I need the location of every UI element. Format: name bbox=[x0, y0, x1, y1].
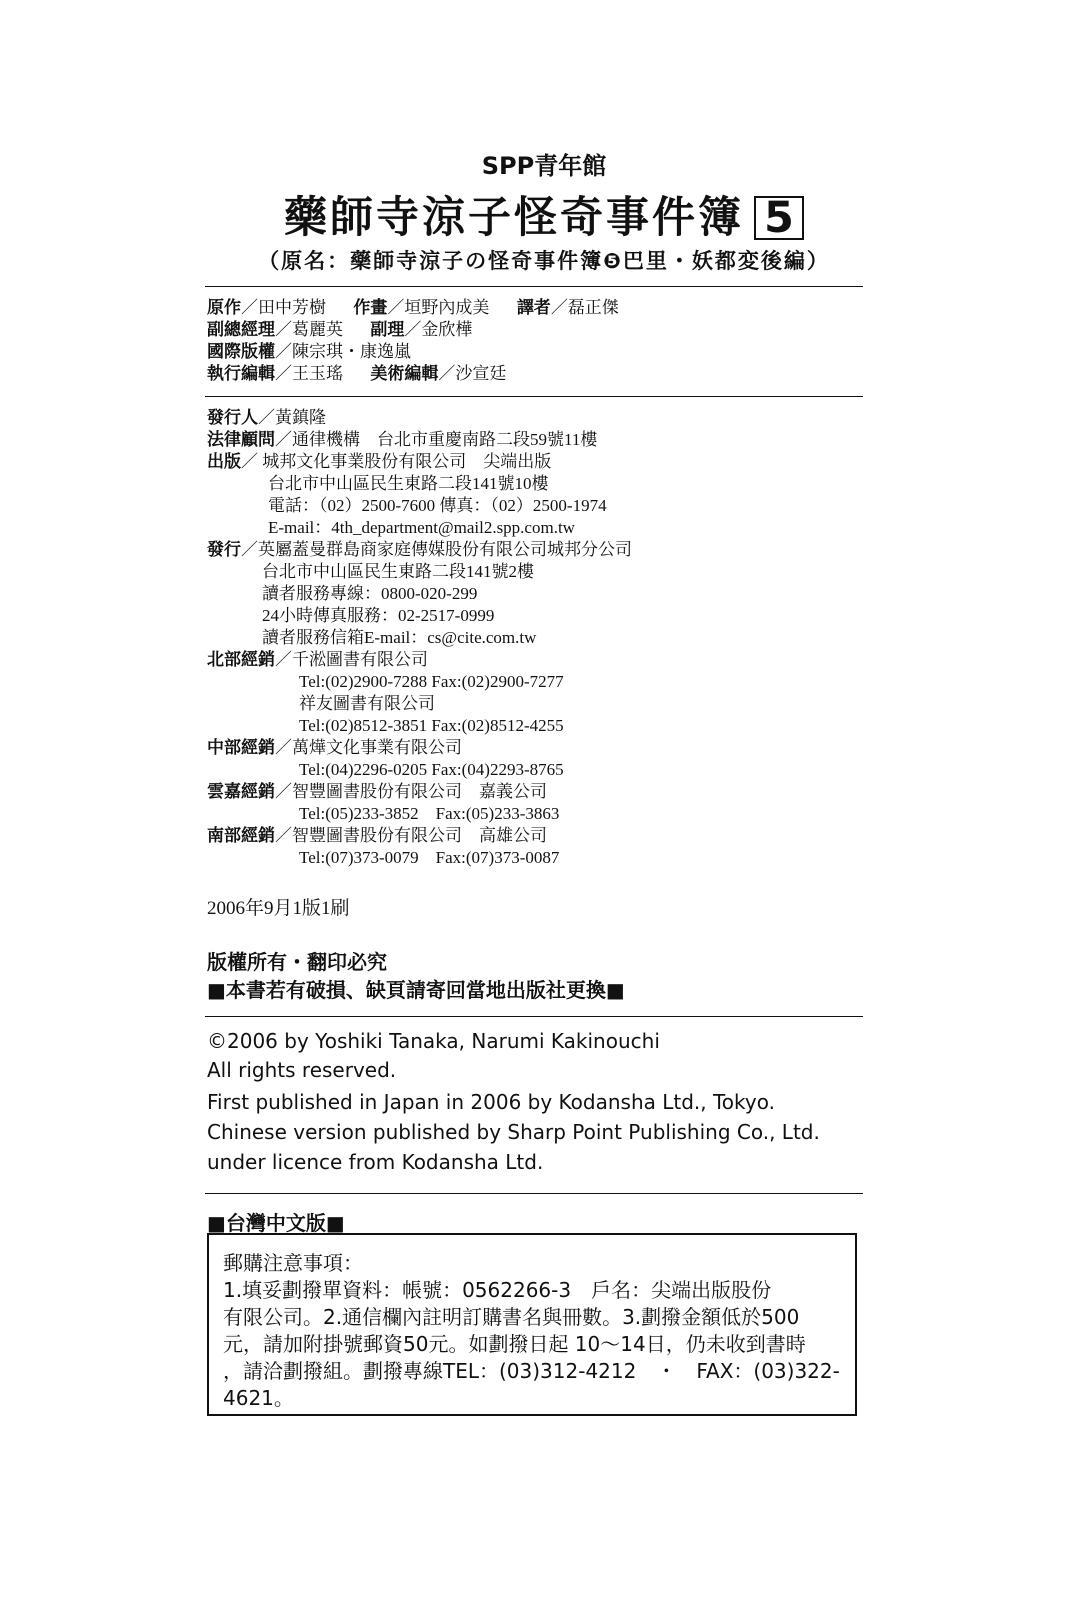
central-dist-line: ／萬燁文化事業有限公司 bbox=[275, 738, 462, 757]
distributor-line: ／英屬蓋曼群島商家庭傳媒股份有限公司城邦分公司 bbox=[241, 540, 632, 559]
publisher-line: ／ 城邦文化事業股份有限公司 尖端出版 bbox=[241, 452, 552, 471]
publisher-line: E-mail：4th_department@mail2.spp.com.tw bbox=[268, 518, 575, 537]
legal-label: 法律顧問 bbox=[207, 430, 275, 450]
copyright-line: All rights reserved. bbox=[207, 1058, 397, 1082]
credits-row bbox=[207, 297, 619, 319]
credit-value: ／葛麗英 bbox=[275, 320, 343, 339]
distributor-line: 讀者服務信箱E-mail：cs@cite.com.tw bbox=[262, 628, 537, 647]
divider bbox=[205, 286, 863, 287]
copyright-line: under licence from Kodansha Ltd. bbox=[207, 1150, 544, 1174]
credit-label: 譯者 bbox=[516, 298, 551, 318]
divider bbox=[205, 1193, 863, 1194]
credit-label: 副理 bbox=[370, 320, 405, 340]
central-dist-label: 中部經銷 bbox=[207, 738, 275, 758]
taiwan-edition-label: ■台灣中文版■ bbox=[207, 1211, 345, 1235]
issuer-value: ／黃鎮隆 bbox=[258, 408, 326, 427]
copyright-line: Chinese version published by Sharp Point Publishing Co., Ltd. bbox=[207, 1120, 820, 1144]
credit-value: ／陳宗琪・康逸嵐 bbox=[275, 342, 411, 361]
north-dist-line: Tel:(02)2900-7288 Fax:(02)2900-7277 bbox=[299, 672, 564, 691]
yunjia-dist-row bbox=[207, 781, 547, 803]
mail-order-notice bbox=[207, 1233, 857, 1416]
credit-value: ／磊正傑 bbox=[550, 298, 619, 317]
divider bbox=[205, 396, 863, 397]
publisher-row bbox=[207, 451, 551, 473]
north-dist-line: 祥友圖書有限公司 bbox=[299, 694, 435, 713]
divider bbox=[205, 1016, 863, 1017]
credit-value: ／王玉瑤 bbox=[275, 364, 343, 383]
credit-value: ／垣野內成美 bbox=[387, 298, 490, 317]
distributor-line: 讀者服務專線：0800-020-299 bbox=[262, 584, 478, 603]
credit-label: 執行編輯 bbox=[207, 364, 275, 384]
legal-row bbox=[207, 429, 597, 451]
original-title: （原名：藥師寺涼子の怪奇事件簿❺巴里・妖都変後編） bbox=[258, 249, 830, 273]
credit-value: ／田中芳樹 bbox=[241, 298, 326, 317]
legal-value: ／通律機構 台北市重慶南路二段59號11樓 bbox=[275, 430, 598, 449]
north-dist-line: ／千淞圖書有限公司 bbox=[275, 650, 428, 669]
book-title bbox=[0, 184, 1088, 245]
north-dist-line: Tel:(02)8512-3851 Fax:(02)8512-4255 bbox=[299, 716, 564, 735]
yunjia-dist-line: ／智豐圖書股份有限公司 嘉義公司 bbox=[275, 782, 547, 801]
notice-line: 有限公司。2.通信欄內註明訂購書名與冊數。3.劃撥金額低於500 bbox=[223, 1305, 800, 1329]
notice-line: 4621。 bbox=[223, 1386, 294, 1410]
edition-date: 2006年9月1版1刷 bbox=[207, 898, 350, 919]
series-label: SPP青年館 bbox=[481, 152, 607, 180]
publisher-label: 出版 bbox=[207, 452, 241, 472]
copyright-line: ©2006 by Yoshiki Tanaka, Narumi Kakinouchi bbox=[207, 1029, 660, 1053]
issuer-row bbox=[207, 407, 326, 429]
credit-value: ／沙宣廷 bbox=[438, 364, 507, 383]
yunjia-dist-line: Tel:(05)233-3852 Fax:(05)233-3863 bbox=[299, 804, 560, 823]
credit-label: 作畫 bbox=[353, 298, 388, 318]
yunjia-dist-label: 雲嘉經銷 bbox=[207, 782, 275, 802]
notice-line: 1.填妥劃撥單資料：帳號：0562266-3 戶名：尖端出版股份 bbox=[223, 1278, 772, 1302]
credits-row bbox=[207, 341, 411, 363]
notice-line: 元，請加附掛號郵資50元。如劃撥日起 10～14日，仍未收到書時 bbox=[223, 1332, 806, 1356]
central-dist-line: Tel:(04)2296-0205 Fax:(04)2293-8765 bbox=[299, 760, 564, 779]
book-title-text: 藥師寺涼子怪奇事件簿 bbox=[284, 193, 745, 243]
credit-label: 副總經理 bbox=[207, 320, 275, 340]
distributor-line: 台北市中山區民生東路二段141號2樓 bbox=[262, 562, 534, 581]
publisher-line: 電話：（02）2500-7600 傳真：（02）2500-1974 bbox=[268, 496, 607, 515]
distributor-row bbox=[207, 539, 632, 561]
issuer-label: 發行人 bbox=[207, 408, 258, 428]
north-dist-row bbox=[207, 649, 428, 671]
south-dist-line: Tel:(07)373-0079 Fax:(07)373-0087 bbox=[299, 848, 560, 867]
volume-number: 5 bbox=[754, 196, 804, 240]
distributor-line: 24小時傳真服務：02-2517-0999 bbox=[262, 606, 495, 625]
copyright-line: First published in Japan in 2006 by Kodansha Ltd., Tokyo. bbox=[207, 1090, 775, 1114]
south-dist-label: 南部經銷 bbox=[207, 826, 275, 846]
credit-label: 原作 bbox=[207, 298, 241, 318]
rights-notice: 版權所有・翻印必究 bbox=[207, 950, 387, 974]
credits-row bbox=[207, 363, 506, 385]
credit-label: 美術編輯 bbox=[370, 364, 439, 384]
credit-label: 國際版權 bbox=[207, 342, 275, 362]
credits-row bbox=[207, 319, 472, 341]
damage-notice: ■本書若有破損、缺頁請寄回當地出版社更換■ bbox=[207, 978, 625, 1002]
notice-line: ，請洽劃撥組。劃撥專線TEL：(03)312-4212 ・ FAX：(03)322- bbox=[223, 1359, 840, 1383]
credit-value: ／金欣樺 bbox=[404, 320, 473, 339]
publisher-line: 台北市中山區民生東路二段141號10樓 bbox=[268, 474, 549, 493]
north-dist-label: 北部經銷 bbox=[207, 650, 275, 670]
south-dist-line: ／智豐圖書股份有限公司 高雄公司 bbox=[275, 826, 547, 845]
distributor-label: 發行 bbox=[207, 540, 241, 560]
south-dist-row bbox=[207, 825, 547, 847]
central-dist-row bbox=[207, 737, 462, 759]
notice-title: 郵購注意事項： bbox=[223, 1251, 363, 1275]
